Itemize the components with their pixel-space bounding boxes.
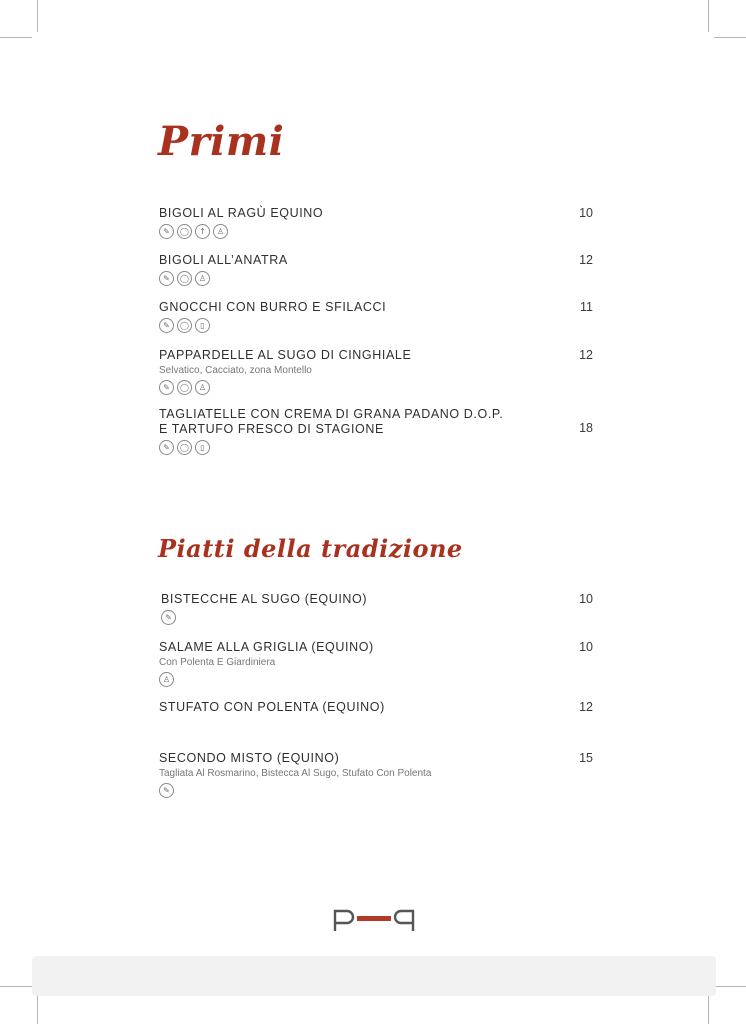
gluten-icon: ✎ (159, 271, 174, 286)
crop-mark (714, 37, 746, 38)
item-name-line-1: TAGLIATELLE CON CREMA DI GRANA PADANO D.O.P. (159, 407, 504, 421)
item-price: 12 (579, 348, 593, 362)
item-description: Tagliata Al Rosmarino, Bistecca Al Sugo, Stufato Con Polenta (159, 768, 432, 779)
item-name: PAPPARDELLE AL SUGO DI CINGHIALE (159, 348, 412, 362)
item-price: 12 (579, 253, 593, 267)
menu-item (159, 700, 593, 715)
item-name: BIGOLI ALL’ANATRA (159, 253, 288, 267)
crop-mark (708, 992, 709, 1024)
allergen-icons (161, 610, 593, 625)
dairy-icon: ▯ (195, 440, 210, 455)
menu-item (159, 253, 593, 286)
crop-mark (37, 992, 38, 1024)
allergen-icons (159, 271, 593, 286)
gluten-icon: ✎ (161, 610, 176, 625)
menu-item (159, 751, 593, 798)
item-name: BIGOLI AL RAGÙ EQUINO (159, 206, 324, 220)
item-price: 18 (579, 421, 593, 435)
milk-icon: ♙ (159, 672, 174, 687)
dairy-icon: ▯ (195, 318, 210, 333)
menu-item (159, 640, 593, 687)
item-price: 11 (580, 300, 593, 314)
item-name: STUFATO CON POLENTA (EQUINO) (159, 700, 385, 714)
item-price: 10 (579, 592, 593, 606)
menu-item (159, 300, 593, 333)
item-price: 10 (579, 206, 593, 220)
section-title-tradizione: Piatti della tradizione (158, 534, 463, 563)
allergen-icons (159, 440, 593, 455)
restaurant-logo (333, 909, 415, 933)
item-price: 10 (579, 640, 593, 654)
item-price: 15 (579, 751, 593, 765)
item-name: SALAME ALLA GRIGLIA (EQUINO) (159, 640, 374, 654)
allergen-icons (159, 672, 593, 687)
item-description: Selvatico, Cacciato, zona Montello (159, 365, 312, 376)
allergen-icons (159, 318, 593, 333)
milk-icon: ♙ (195, 271, 210, 286)
menu-item (159, 407, 593, 455)
allergen-icons (159, 224, 593, 239)
menu-item (159, 206, 593, 239)
item-name: GNOCCHI CON BURRO E SFILACCI (159, 300, 387, 314)
menu-item (161, 592, 593, 625)
allergen-icons (159, 783, 593, 798)
egg-icon: ◯ (177, 271, 192, 286)
section-title-primi: Primi (158, 118, 285, 165)
item-name: SECONDO MISTO (EQUINO) (159, 751, 340, 765)
egg-icon: ◯ (177, 440, 192, 455)
gluten-icon: ✎ (159, 380, 174, 395)
footer-band (32, 956, 716, 996)
milk-icon: ♙ (213, 224, 228, 239)
egg-icon: ◯ (177, 380, 192, 395)
crop-mark (708, 0, 709, 32)
item-description: Con Polenta E Giardiniera (159, 657, 276, 668)
gluten-icon: ✎ (159, 783, 174, 798)
egg-icon: ◯ (177, 224, 192, 239)
item-price: 12 (579, 700, 593, 714)
item-name-line-2: E TARTUFO FRESCO DI STAGIONE (159, 422, 384, 436)
gluten-icon: ✎ (159, 224, 174, 239)
gluten-icon: ✎ (159, 318, 174, 333)
milk-icon: ♙ (195, 380, 210, 395)
crop-mark (714, 986, 746, 987)
crop-mark (0, 986, 32, 987)
gluten-icon: ✎ (159, 440, 174, 455)
item-name: BISTECCHE AL SUGO (EQUINO) (161, 592, 368, 606)
crop-mark (0, 37, 32, 38)
egg-icon: ◯ (177, 318, 192, 333)
celery-icon: ↑ (195, 224, 210, 239)
allergen-icons (159, 380, 593, 395)
menu-item (159, 348, 593, 395)
crop-mark (37, 0, 38, 32)
